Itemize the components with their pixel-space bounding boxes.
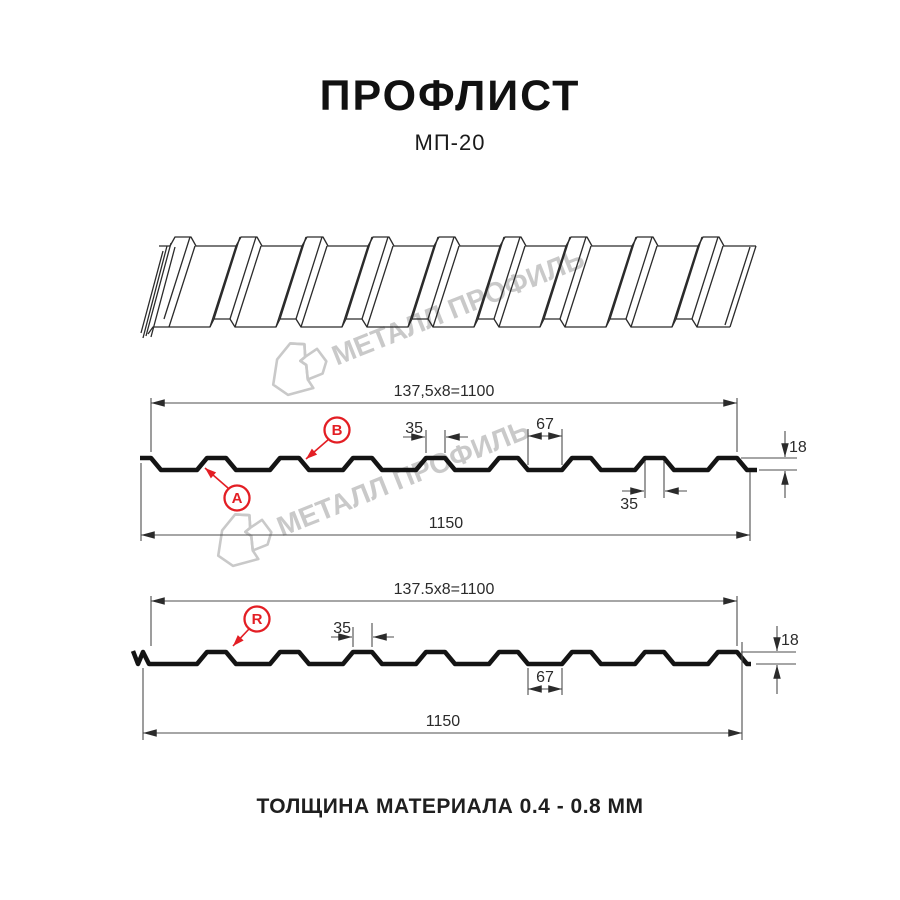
marker-a-letter: A bbox=[231, 490, 243, 507]
dim-module-r-value: 137.5x8=1100 bbox=[393, 581, 495, 598]
dim-module-ab-value: 137,5x8=1100 bbox=[393, 383, 495, 400]
dim-height-r-value: 18 bbox=[781, 632, 799, 649]
profile-model-subtitle: МП-20 bbox=[414, 130, 486, 155]
dim-overall-ab-value: 1150 bbox=[428, 515, 464, 532]
page-title: ПРОФЛИСТ bbox=[319, 72, 581, 120]
watermark-lower bbox=[206, 402, 536, 573]
dim-rib-top-r bbox=[331, 620, 394, 647]
diagram-canvas: МЕТАЛЛ ПРОФИЛЬ 137,5x8=1100 35 67 18 35 1150 A B 137.5x8=1100 35 67 18 1150 R bbox=[0, 0, 900, 900]
marker-b bbox=[306, 418, 350, 460]
dim-valley-ab-value: 67 bbox=[536, 416, 554, 433]
material-thickness-note: ТОЛЩИНА МАТЕРИАЛА 0.4 - 0.8 ММ bbox=[256, 795, 644, 818]
marker-r bbox=[233, 607, 270, 647]
dim-height-r bbox=[741, 626, 799, 694]
dim-rib-top-ab-value: 35 bbox=[405, 420, 423, 437]
marker-b-letter: B bbox=[331, 422, 343, 439]
sheet-top-edge bbox=[159, 237, 756, 246]
dim-rib-bottom-ab-value: 35 bbox=[620, 496, 638, 513]
dim-overall-r-value: 1150 bbox=[425, 713, 461, 730]
dim-rib-top-r-value: 35 bbox=[333, 620, 351, 637]
dim-height-ab bbox=[741, 431, 807, 498]
marker-r-letter: R bbox=[251, 611, 263, 628]
dim-valley-ab bbox=[528, 416, 562, 465]
dim-overall-r bbox=[143, 642, 742, 740]
watermark-upper bbox=[261, 231, 591, 402]
dim-module-r bbox=[151, 581, 737, 646]
cross-section-r bbox=[133, 581, 799, 740]
profile-outline-r bbox=[133, 651, 751, 664]
sheet-right-cut-edge bbox=[725, 246, 756, 327]
dim-height-ab-value: 18 bbox=[789, 439, 807, 456]
dim-valley-r bbox=[528, 668, 562, 695]
dim-valley-r-value: 67 bbox=[536, 669, 554, 686]
marker-a bbox=[205, 468, 250, 511]
dim-module-ab bbox=[151, 383, 737, 452]
